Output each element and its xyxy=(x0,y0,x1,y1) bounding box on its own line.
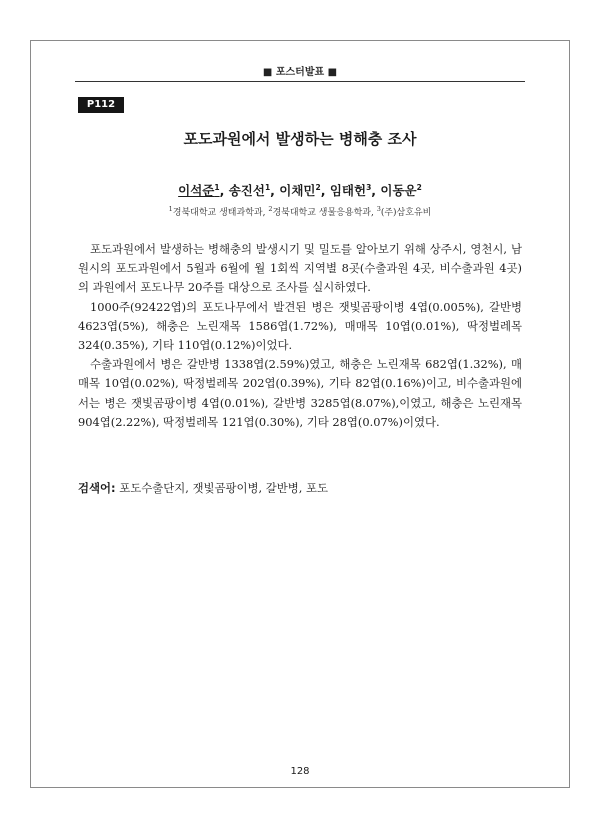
keywords xyxy=(78,479,522,498)
abstract-paragraph: 수출과원에서 병은 갈반병 1338엽(2.59%)였고, 해충은 노린재목 682엽(1.32%), 매매목 10엽(0.02%), 딱정벌레목 202엽(0.39%), 기타 82엽(0.16%)이고, 비수출과원에서는 병은 잿빛곰팡이병 4엽(0.01%), 갈반병 3285엽(8.07%),이였고, 해충은 노린재목 904엽(2.22%), 딱정벌레목 121엽(0.30%), 기타 28엽(0.07%)이였다. xyxy=(78,357,522,429)
header-divider xyxy=(75,81,525,82)
section-header: ■ 포스터발표 ■ xyxy=(262,67,338,78)
affiliation-list xyxy=(0,205,600,218)
affiliation: $^3$(주)삼호유비 xyxy=(376,205,432,218)
affiliation-separator: , xyxy=(262,208,269,218)
author-name: 이동운$^2$ xyxy=(380,182,422,198)
author-separator: , xyxy=(320,183,330,198)
affiliation-separator: , xyxy=(370,208,377,218)
abstract-body xyxy=(78,240,522,432)
author-separator: , xyxy=(270,183,280,198)
keywords-label: 검색어: xyxy=(78,481,116,495)
abstract-paragraph: 1000주(92422엽)의 포도나무에서 발견된 병은 잿빛곰팡이병 4엽(0.005%), 갈반병 4623엽(5%), 해충은 노린재목 1586엽(1.72%), 매매목 10엽(0.01%), 딱정벌레목 324(0.35%), 기타 110엽(0.12%)이었다. xyxy=(78,299,522,353)
paper-code-badge: P112 xyxy=(78,97,124,113)
author-name-primary: 이석준$^1$ xyxy=(178,182,220,198)
author-separator: , xyxy=(371,183,381,198)
author-separator: , xyxy=(219,183,229,198)
affiliation: $^1$경북대학교 생태과학과 xyxy=(168,205,263,218)
affiliation: $^2$경북대학교 생물응용학과 xyxy=(268,205,371,218)
page-number: 128 xyxy=(290,766,310,777)
keywords-text: 포도수출단지, 잿빛곰팡이병, 갈반병, 포도 xyxy=(115,481,328,495)
abstract-paragraph: 포도과원에서 발생하는 병해충의 발생시기 및 밀도를 알아보기 위해 상주시, 영천시, 남원시의 포도과원에서 5월과 6월에 월 1회씩 지역별 8곳(수출과원 4곳, 비수출과원 4곳)의 과원에서 포도나무 20주를 대상으로 조사를 실시하였다. xyxy=(78,242,522,295)
author-name: 이채민$^2$ xyxy=(279,182,321,198)
paper-title: 포도과원에서 발생하는 병해충 조사 xyxy=(183,130,417,148)
author-list xyxy=(0,181,600,199)
author-name: 송진선$^1$ xyxy=(228,182,271,198)
author-name: 임태헌$^3$ xyxy=(329,182,372,198)
